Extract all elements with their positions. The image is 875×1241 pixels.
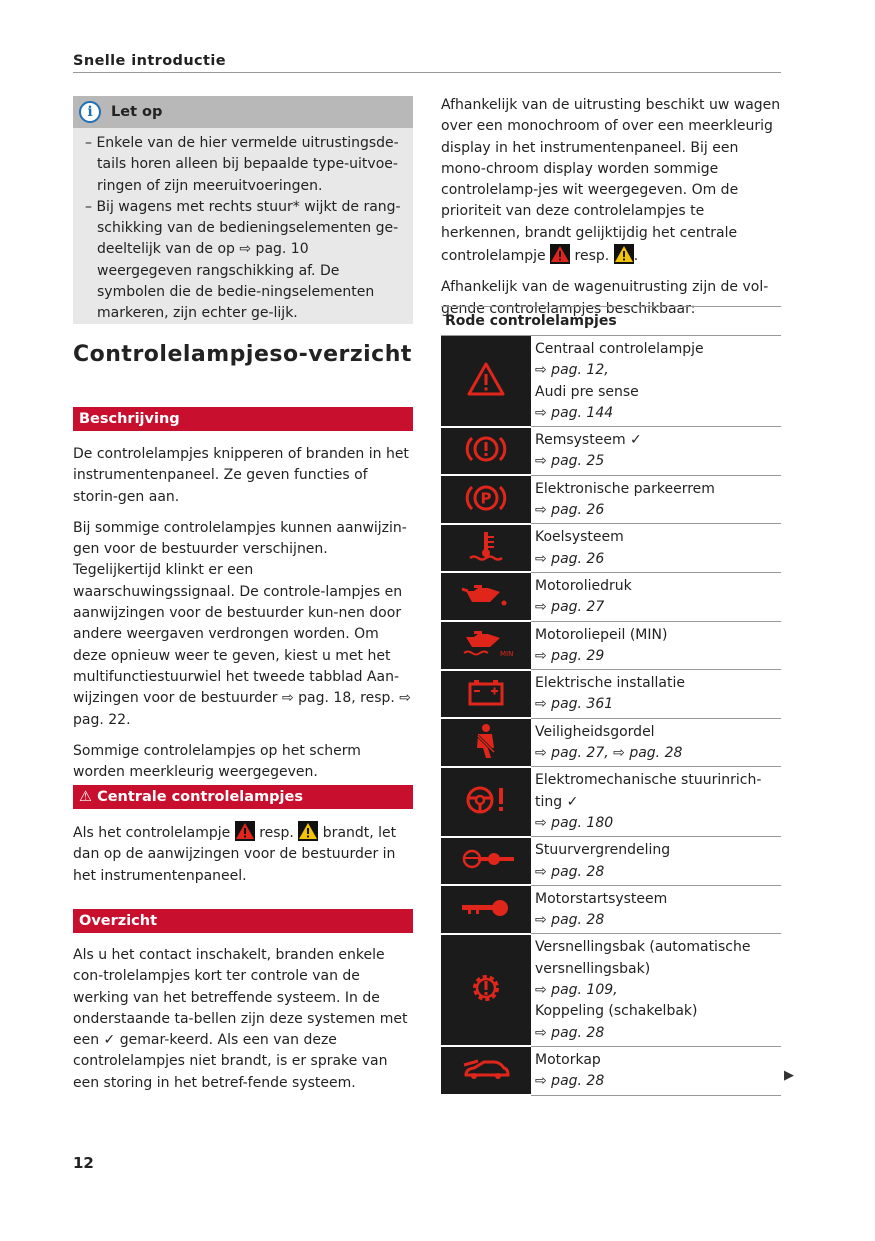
table-row	[441, 934, 781, 1046]
bonnet-icon	[441, 1046, 531, 1095]
note-box	[73, 96, 413, 324]
oil-level-icon	[441, 621, 531, 670]
steering-lock-icon	[441, 837, 531, 886]
table-row	[441, 572, 781, 621]
key-icon	[441, 885, 531, 934]
note-header	[73, 96, 413, 128]
lamp-description	[531, 670, 781, 719]
lamp-label: Centraal controlelampje	[535, 341, 704, 357]
text-part: .	[633, 248, 639, 265]
table-row	[441, 475, 781, 524]
text-part: resp.	[259, 825, 294, 841]
lamp-label: ting ✓	[535, 793, 579, 810]
table-row	[441, 336, 781, 427]
lamp-label: Motorstartsysteem	[535, 890, 668, 907]
centrale-heading-text: Centrale controlelampjes	[97, 789, 303, 805]
page-reference[interactable]: ⇨ pag. 25	[535, 453, 605, 470]
lamp-label: Audi pre sense	[535, 383, 639, 400]
note-item: – Bij wagens met rechts stuur* wijkt de rang-schikking van de bedieningselementen ge-deeltelijk van de op ⇨ pag. 10 weergegeven rangschikking af. De symbolen die de bedie-ningselementen markeren, zijn echter ge-lijk.	[85, 198, 401, 322]
oil-level-label: MIN	[500, 650, 514, 659]
yellow-warning-lamp-icon	[614, 244, 634, 264]
yellow-warning-lamp-icon	[298, 821, 318, 841]
table-row	[441, 621, 781, 670]
oil-pressure-icon	[441, 572, 531, 621]
gearbox-icon	[441, 934, 531, 1046]
brake-system-icon	[441, 427, 531, 476]
lamp-label: Versnellingsbak (automatische	[535, 939, 751, 956]
page-reference[interactable]: ⇨ pag. 144	[535, 404, 614, 421]
running-header	[73, 50, 781, 73]
lamp-description	[531, 1046, 781, 1095]
lamp-description	[531, 427, 781, 476]
red-warning-lamp-icon	[550, 244, 570, 264]
page-reference[interactable]: ⇨ pag. 27	[535, 599, 605, 616]
page-reference[interactable]: ⇨ pag. 28	[535, 1073, 605, 1090]
info-icon: i	[79, 101, 101, 123]
paragraph	[73, 821, 415, 887]
note-title: Let op	[111, 104, 163, 120]
paragraph: De controlelampjes knipperen of branden in het instrumentenpaneel. Ze geven functies of storin-gen aan.	[73, 446, 409, 505]
section-title: Controlelampjeso-verzicht	[73, 342, 412, 367]
page-reference[interactable]: ⇨ pag. 26	[535, 550, 605, 567]
lamp-description	[531, 336, 781, 427]
centrale-body	[73, 821, 415, 887]
table-row	[441, 837, 781, 886]
lamp-label: Elektromechanische stuurinrich-	[535, 772, 762, 789]
parking-brake-icon	[441, 475, 531, 524]
red-warning-lamp-icon	[235, 821, 255, 841]
page-reference[interactable]: ⇨ pag. 28	[535, 1024, 605, 1041]
beschrijving-heading: Beschrijving	[73, 407, 413, 431]
warning-lamp-table	[441, 306, 781, 1096]
text-part: Afhankelijk van de uitrusting beschikt uw wagen over een monochroom of over een meerkleurig display in het instrumentenpaneel. Bij een mono-chroom display worden sommige controlelamp-jes wit weergegeven. Om de prioriteit van deze controlelampjes te herkennen, brandt gelijktijdig het centrale controlelampje	[441, 97, 781, 265]
table-row	[441, 524, 781, 573]
lamp-description	[531, 837, 781, 886]
note-item: – Enkele van de hier vermelde uitrustingsde-tails horen alleen bij bepaalde type-uitvoe-ringen of zijn meeruitvoeringen.	[85, 135, 399, 194]
lamp-description	[531, 572, 781, 621]
steering-icon	[441, 767, 531, 837]
paragraph: Sommige controlelampjes op het scherm worden meerkleurig weergegeven.	[73, 742, 361, 781]
warning-icon: ⚠	[79, 789, 92, 805]
table-row	[441, 1046, 781, 1095]
battery-icon	[441, 670, 531, 719]
text-part: Als het controlelampje	[73, 825, 231, 841]
next-page-arrow-icon: ▶	[784, 1068, 794, 1083]
paragraph	[441, 95, 783, 267]
seatbelt-icon	[441, 718, 531, 767]
page-reference[interactable]: ⇨ pag. 180	[535, 814, 614, 831]
warning-triangle-icon	[441, 336, 531, 427]
lamp-label: Stuurvergrendeling	[535, 842, 671, 859]
lamp-label: Remsysteem ✓	[535, 432, 642, 449]
header-title: Snelle introductie	[73, 53, 226, 69]
lamp-description	[531, 621, 781, 670]
lamp-description	[531, 524, 781, 573]
lamp-label: Koelsysteem	[535, 529, 624, 546]
page-number: 12	[73, 1154, 94, 1172]
table-row	[441, 427, 781, 476]
note-list	[73, 133, 413, 325]
lamp-label: Elektrische installatie	[535, 675, 685, 692]
svg-text:P: P	[480, 489, 492, 508]
table-row	[441, 767, 781, 837]
lamp-description	[531, 934, 781, 1046]
beschrijving-body	[73, 444, 415, 783]
lamp-label: Motoroliepeil (MIN)	[535, 626, 668, 643]
page-reference[interactable]: ⇨ pag. 27, ⇨ pag. 28	[535, 745, 683, 762]
text-part: resp.	[574, 248, 610, 265]
lamp-label: Koppeling (schakelbak)	[535, 1003, 698, 1020]
lamp-label: Elektronische parkeerrem	[535, 480, 715, 497]
lamp-description	[531, 718, 781, 767]
paragraph: Afhankelijk van de wagenuitrusting zijn de vol-gende controlelampjes beschikbaar:	[441, 279, 769, 317]
overzicht-body	[73, 945, 415, 1094]
lamp-label: versnellingsbak)	[535, 960, 651, 977]
lamp-description	[531, 885, 781, 934]
text-part: brandt, let dan op de aanwijzingen voor de bestuurder in het instrumentenpaneel.	[73, 825, 397, 884]
lamp-label: Veiligheidsgordel	[535, 723, 655, 740]
centrale-heading	[73, 785, 413, 809]
lamp-label: Motoroliedruk	[535, 577, 632, 594]
table-row	[441, 670, 781, 719]
lamp-label: Motorkap	[535, 1051, 601, 1068]
paragraph: Als u het contact inschakelt, branden enkele con-trolelampjes kort ter controle van de werking van het betreffende systeem. In de onderstaande ta-bellen zijn deze systemen met een ✓ gemar-keerd. Als een van deze controlelampjes niet brandt, is er sprake van een storing in het betref-fende systeem.	[73, 947, 408, 1091]
page-reference[interactable]: ⇨ pag. 28	[535, 863, 605, 880]
page-reference[interactable]: ⇨ pag. 26	[535, 502, 605, 519]
paragraph: Bij sommige controlelampjes kunnen aanwijzin-gen voor de bestuurder verschijnen. Tegelijkertijd klinkt er een waarschuwingssignaal. De controle-lampjes en aanwijzingen voor de bestuurder kun-nen door andere weergaven verdrongen worden. Om deze opnieuw weer te geven, kiest u met het multifunctiestuurwiel het tweede tabblad Aan-wijzingen voor de bestuurder ⇨ pag. 18, resp. ⇨ pag. 22.	[73, 519, 412, 728]
page-reference[interactable]: ⇨ pag. 29	[535, 647, 605, 664]
right-intro	[441, 95, 783, 320]
page-reference[interactable]: ⇨ pag. 12,	[535, 362, 609, 379]
lamp-description	[531, 767, 781, 837]
table-row	[441, 885, 781, 934]
page-reference[interactable]: ⇨ pag. 109,	[535, 982, 618, 999]
table-header: Rode controlelampjes	[441, 307, 781, 336]
table-row	[441, 718, 781, 767]
page-reference[interactable]: ⇨ pag. 28	[535, 912, 605, 929]
lamp-description	[531, 475, 781, 524]
coolant-icon	[441, 524, 531, 573]
overzicht-heading: Overzicht	[73, 909, 413, 933]
page-reference[interactable]: ⇨ pag. 361	[535, 696, 614, 713]
